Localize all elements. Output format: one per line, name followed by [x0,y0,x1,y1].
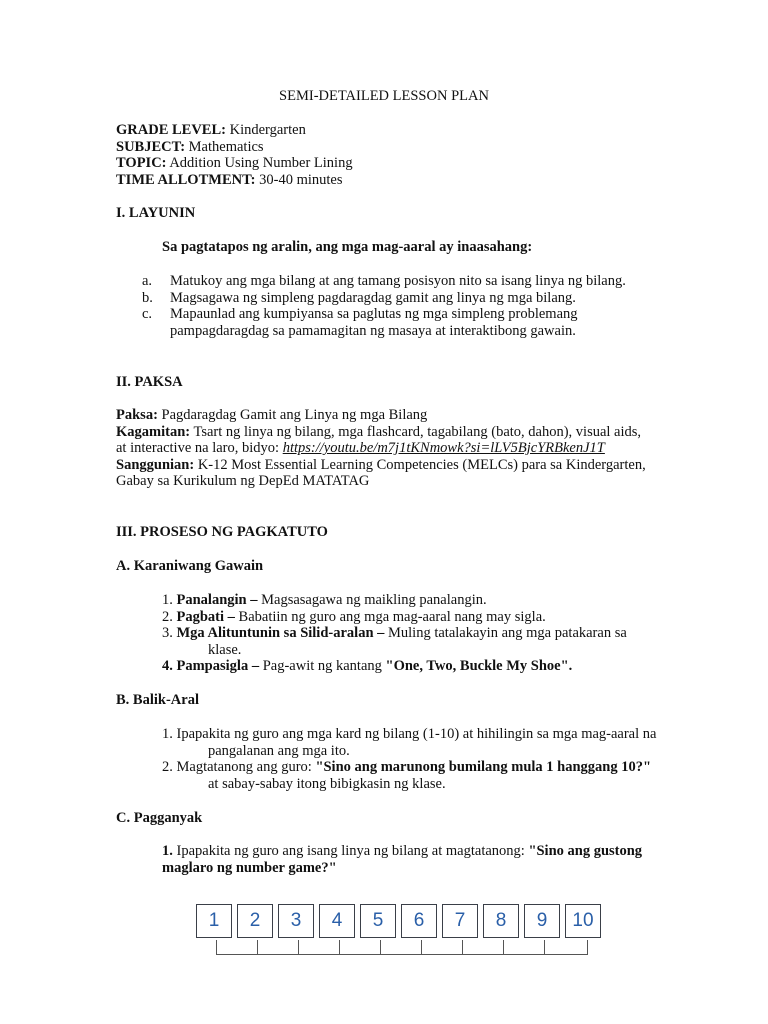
song-title: "One, Two, Buckle My Shoe". [385,658,573,675]
list-item [162,609,662,626]
axis-tick [380,940,381,954]
number-box: 4 [319,904,355,938]
list-item [142,306,642,339]
number-box: 3 [278,904,314,938]
item-label: Mga Alituntunin sa Silid-aralan – [176,625,385,642]
list-number: 3. [162,625,173,642]
karaniwang-gawain-list [162,592,662,675]
paksa-label: Paksa: [116,407,158,423]
pagganyak-item [162,843,662,876]
item-text: 2. Magtatanong ang guro: [162,759,312,776]
paksa-value: Pagdaragdag Gamit ang Linya ng mga Bilang [161,407,428,423]
axis-tick [587,940,588,954]
item-text: Magsasagawa ng maikling panalangin. [261,592,487,608]
axis-tick [298,940,299,954]
axis-tick [462,940,463,954]
list-item [162,759,662,792]
list-number: 1. [162,843,173,859]
item-label: Pampasigla – [176,658,260,675]
item-quote: "Sino ang gustong maglaro ng number game?" [162,843,643,876]
subsection-heading-karaniwang-gawain: A. Karaniwang Gawain [116,558,264,574]
list-item-text: Mapaunlad ang kumpiyansa sa paglutas ng mga simpleng problemang pampagdaragdag sa pamamagitan ng masaya at interaktibong gawain. [170,306,578,339]
kagamitan-value: Tsart ng linya ng bilang, mga flashcard, tagabilang (bato, dahon), visual aids, at interactive na laro, bidyo: [116,423,642,457]
layunin-intro: Sa pagtatapos ng aralin, ang mga mag-aaral ay inaasahang: [162,239,533,255]
list-item-text: Matukoy ang mga bilang at ang tamang posisyon nito sa isang linya ng bilang. [170,273,626,289]
item-text: Babatiin ng guro ang mga mag-aaral nang may sigla. [238,608,546,625]
number-box: 2 [237,904,273,938]
section-heading-proseso: III. PROSESO NG PAGKATUTO [116,524,328,540]
item-label: Pagbati – [176,608,235,625]
subsection-heading-pagganyak: C. Pagganyak [116,810,203,826]
subsection-heading-balik-aral: B. Balik-Aral [116,692,199,708]
axis-tick [216,940,217,954]
list-item-text: Magsagawa ng simpleng pagdaragdag gamit ang linya ng mga bilang. [170,289,576,306]
list-item [142,273,642,290]
section-heading-paksa: II. PAKSA [116,374,183,390]
list-marker: a. [142,273,153,289]
list-number: 2. [162,608,173,625]
list-number: 4. [162,658,173,675]
axis-tick [339,940,340,954]
number-box: 6 [401,904,437,938]
layunin-list [142,273,642,339]
list-item [162,592,662,609]
axis-tick [421,940,422,954]
item-text: Muling tatalakayin ang mga patakaran sa klase. [208,625,627,658]
number-box: 8 [483,904,519,938]
grade-level-value: Kindergarten [229,122,306,138]
kagamitan-label: Kagamitan: [116,423,191,440]
axis-tick [503,940,504,954]
grade-level-label: GRADE LEVEL: [116,122,226,138]
item-text: Ipapakita ng guro ang isang linya ng bilang at magtatanong: [176,843,525,859]
time-allotment-value: 30-40 minutes [259,171,343,188]
axis-tick [257,940,258,954]
list-marker: b. [142,289,153,306]
list-item: 1. Ipapakita ng guro ang mga kard ng bilang (1-10) at hihilingin sa mga mag-aaral na pangalanan ang mga ito. [162,726,657,759]
item-label: Panalangin – [176,592,258,608]
number-box: 10 [565,904,601,938]
sanggunian-value: K-12 Most Essential Learning Competencies (MELCs) para sa Kindergarten, Gabay sa Kurikulum ng DepEd MATATAG [116,456,646,490]
video-link[interactable]: https://youtu.be/m7j1tKNmowk?si=lLV5BjcYRBkenJ1T [282,440,605,457]
subject-label: SUBJECT: [116,138,186,155]
header-info [116,122,656,188]
list-item [142,290,642,307]
number-line-axis [216,940,588,956]
number-box: 7 [442,904,478,938]
list-number: 1. [162,592,173,608]
axis-tick [544,940,545,954]
topic-value: Addition Using Number Lining [169,155,353,172]
axis-line [216,954,588,955]
subject-value: Mathematics [188,138,264,155]
paksa-details [116,407,646,490]
section-heading-layunin: I. LAYUNIN [116,205,196,221]
item-text: Pag-awit ng kantang [262,658,382,675]
list-marker: c. [142,306,153,323]
document-title: SEMI-DETAILED LESSON PLAN [279,88,489,104]
item-quote: "Sino ang marunong bumilang mula 1 hanggang 10?" [315,759,652,776]
topic-label: TOPIC: [116,155,167,172]
sanggunian-label: Sanggunian: [116,456,195,473]
balik-aral-list [162,726,662,792]
item-text: at sabay-sabay itong bibigkasin ng klase. [208,775,446,792]
number-box: 5 [360,904,396,938]
number-box: 1 [196,904,232,938]
time-allotment-label: TIME ALLOTMENT: [116,171,256,188]
list-item [162,658,662,675]
list-item [162,625,662,658]
number-box: 9 [524,904,560,938]
